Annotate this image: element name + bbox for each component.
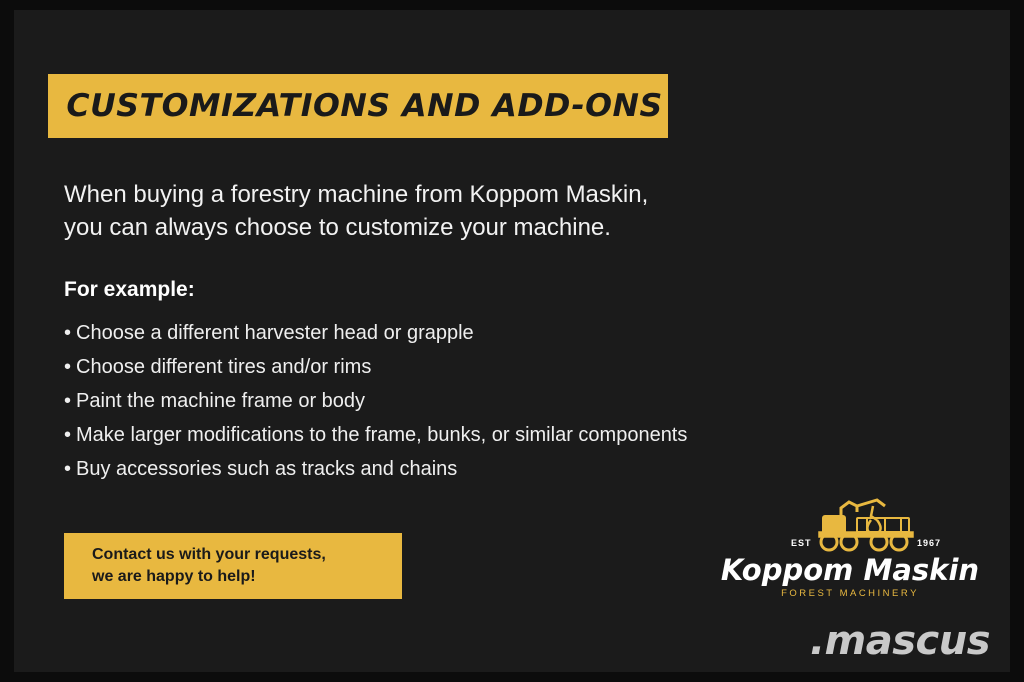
- list-item: [64, 322, 864, 345]
- logo-est-left: EST: [791, 538, 812, 548]
- list-item-label: Choose a different harvester head or grapple: [76, 322, 474, 344]
- logo-company-name: Koppom Maskin: [720, 553, 980, 587]
- bullet-list: [64, 322, 864, 492]
- contact-line-1: Contact us with your requests,: [92, 546, 326, 563]
- list-item: [64, 356, 864, 379]
- contact-line-2: we are happy to help!: [92, 568, 256, 585]
- frame-edge-left: [0, 0, 14, 682]
- frame-edge-bottom: [0, 672, 1024, 682]
- frame-edge-right: [1010, 0, 1024, 682]
- example-heading: For example:: [64, 278, 195, 301]
- bullet-marker-icon: •: [64, 458, 72, 480]
- list-item-label: Buy accessories such as tracks and chains: [76, 458, 458, 480]
- bullet-marker-icon: •: [64, 390, 72, 412]
- mascus-watermark: .mascus: [809, 618, 990, 664]
- list-item-label: Choose different tires and/or rims: [76, 356, 372, 378]
- logo-est-right: 1967: [917, 538, 942, 548]
- bullet-marker-icon: •: [64, 356, 72, 378]
- contact-callout: [64, 533, 402, 599]
- intro-line-2: you can always choose to customize your machine.: [64, 214, 611, 241]
- list-item: [64, 390, 864, 413]
- intro-line-1: When buying a forestry machine from Koppom Maskin,: [64, 181, 649, 208]
- company-logo: [720, 496, 980, 614]
- bullet-marker-icon: •: [64, 424, 72, 446]
- page-title: CUSTOMIZATIONS AND ADD-ONS: [66, 88, 663, 124]
- logo-tagline: FOREST MACHINERY: [781, 588, 919, 599]
- list-item-label: Paint the machine frame or body: [76, 390, 366, 412]
- forwarder-machine-icon: [720, 496, 980, 552]
- list-item: [64, 424, 864, 447]
- intro-paragraph: [64, 178, 784, 244]
- list-item-label: Make larger modifications to the frame, bunks, or similar components: [76, 424, 688, 446]
- title-banner: [48, 74, 668, 138]
- list-item: [64, 458, 864, 481]
- bullet-marker-icon: •: [64, 322, 72, 344]
- frame-edge-top: [0, 0, 1024, 10]
